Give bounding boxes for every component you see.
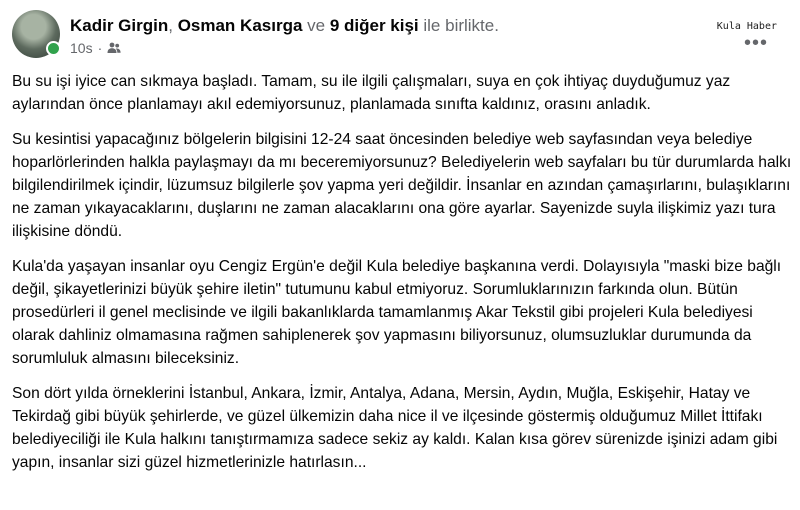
author-link-2[interactable]: Osman Kasırga: [177, 16, 303, 35]
with-text: ile birlikte.: [418, 16, 499, 35]
others-link[interactable]: 9 diğer kişi: [329, 16, 419, 35]
post-authors: [70, 16, 499, 36]
post-paragraph: Bu su işi iyice can sıkmaya başladı. Tamam, su ile ilgili çalışmaları, suya en çok ihtiyaç duyduğumuz yaz aylarından önce planlamayı akıl edemiyorsunuz, planlamada sınıfta kaldınız, orasını anladık.: [12, 73, 731, 113]
post-paragraph: Kula'da yaşayan insanlar oyu Cengiz Ergün'e değil Kula belediye başkanına verdi. Dolayısıyla "maski bize bağlı değil, şikayetlerinizi büyük şehire iletin" tutumunu kabul etmiyoruz. Sorumluklarınızın farkında olun. Bütün prosedürleri il genel meclisinde ve ilgili bakanlıklarda tamamlanmış Akar Tekstil gibi projeleri Kula belediyesi olarak dahliniz olmamasına rağmen sahiplenerek şov yapmasını biliyorsunuz, olumsuzluklar durumunda da sorumluluk almasını bileceksiniz.: [12, 258, 782, 367]
author-link-1[interactable]: Kadir Girgin: [70, 16, 169, 35]
online-status-dot: [46, 41, 61, 56]
more-options-icon[interactable]: •••: [743, 32, 768, 54]
authors-separator: ,: [168, 16, 178, 35]
source-watermark: Kula Haber: [716, 21, 777, 32]
post-paragraph: Su kesintisi yapacağınız bölgelerin bilgisini 12-24 saat öncesinden belediye web sayfasından veya belediye hoparlörlerinden halkla paylaşmayı da mı beceremiyorsunuz? Belediyelerin web sayfaları bu tür durumlarda halkı bilgilendirilmek içindir, lüzumsuz bilgilerle şov yapma yeri değildir. İnsanlar en azından çamaşırlarını, bulaşıklarını ne zaman yıkayacaklarını, duşlarını ne zaman alacaklarını ona göre ayarlar. Sayenizde suyla ilişkimiz yazı tura ilişkisine döndü.: [12, 131, 792, 240]
post-meta: [70, 40, 121, 56]
meta-separator: ·: [97, 40, 103, 56]
avatar[interactable]: [12, 10, 60, 58]
post-timestamp[interactable]: 10s: [70, 40, 93, 56]
post-paragraph: Son dört yılda örneklerini İstanbul, Ankara, İzmir, Antalya, Adana, Mersin, Aydın, Muğla, Eskişehir, Hatay ve Tekirdağ gibi büyük şehirlerde, ve güzel ülkemizin daha nice il ve ilçesinde göstermiş olduğumuz Millet İttifakı belediyeciliği ile Kula halkını tanıştırmamıza sadece sekiz ay kaldı. Kalan kısa görev sürenizde işinizi adam gibi yapın, insanlar sizi güzel hizmetlerinizle hatırlasın...: [12, 385, 778, 471]
authors-and: ve: [302, 16, 330, 35]
post-body: [12, 70, 792, 486]
post-header: [12, 10, 788, 60]
friends-icon[interactable]: [107, 42, 121, 54]
